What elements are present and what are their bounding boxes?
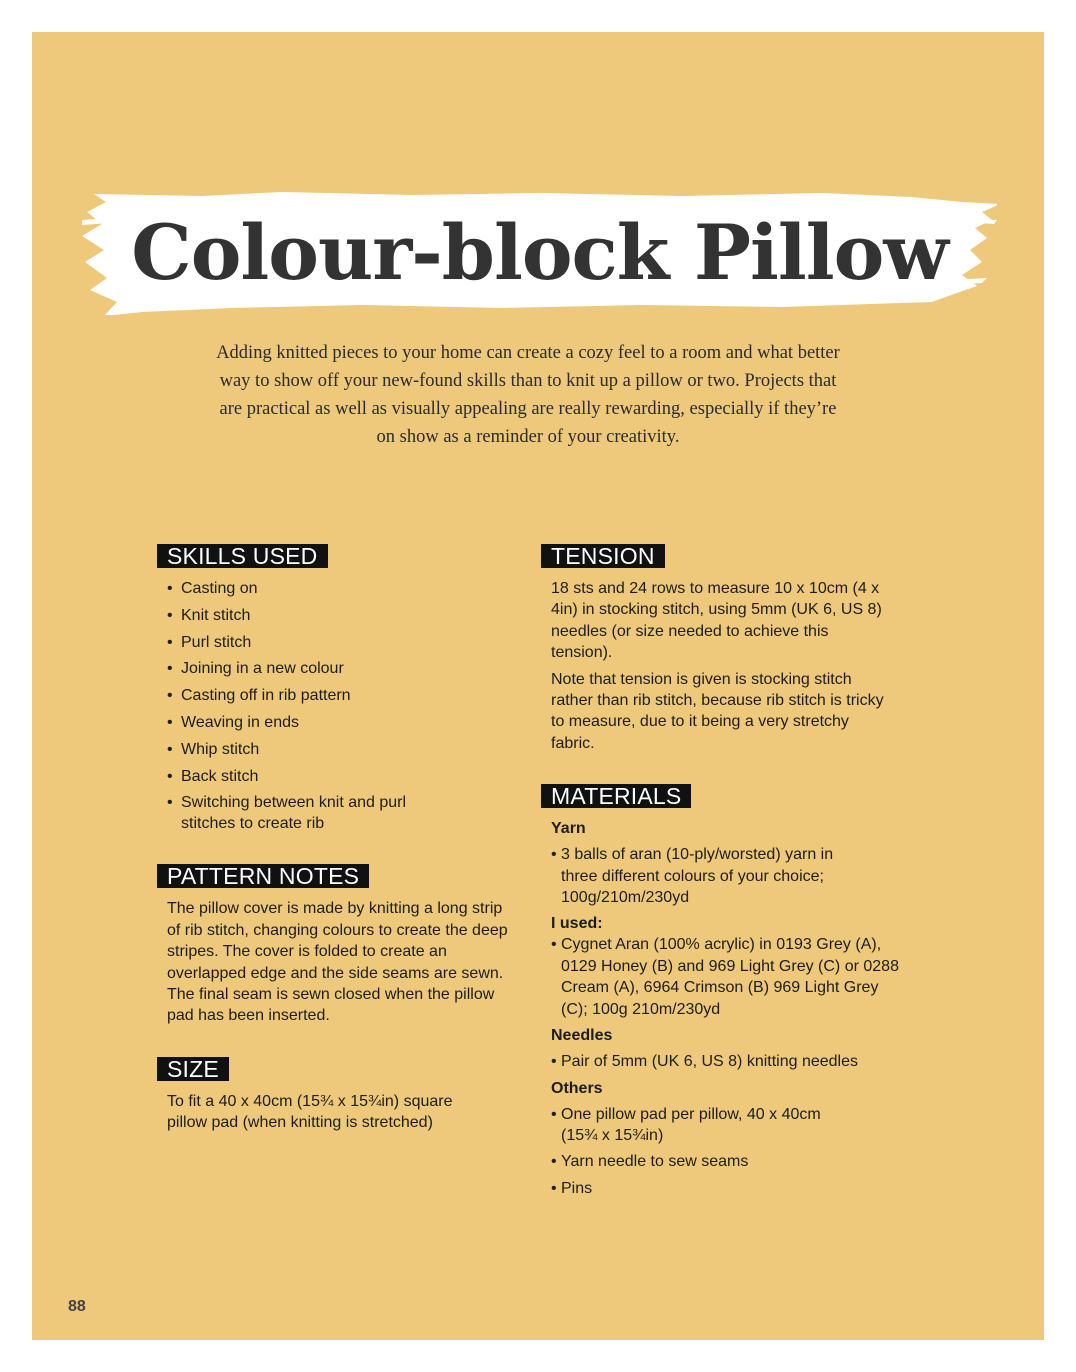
- yarn-label: Yarn: [551, 820, 586, 838]
- page-number: 88: [68, 1298, 86, 1315]
- others-item: • Pins: [551, 1178, 901, 1199]
- others-item: • Yarn needle to sew seams: [551, 1151, 901, 1172]
- skills-list: [157, 578, 517, 834]
- size-text: To fit a 40 x 40cm (15¾ x 15¾in) square pillow pad (when knitting is stretched): [167, 1092, 453, 1132]
- skill-item: • Knit stitch: [167, 605, 517, 626]
- needles-label: Needles: [551, 1027, 613, 1045]
- intro-paragraph: Adding knitted pieces to your home can create a cozy feel to a room and what better way to show off your new-found skills than to knit up a pillow or two. Projects that are practical as well as visually appealing are really rewarding, especially if they’re on show as a reminder of your creativity.: [216, 343, 840, 447]
- size-heading: SIZE: [157, 1057, 229, 1081]
- skill-item: • Weaving in ends: [167, 712, 517, 733]
- skills-heading: SKILLS USED: [157, 544, 328, 568]
- materials-section: [541, 784, 901, 1199]
- pattern-notes-heading: PATTERN NOTES: [157, 864, 369, 888]
- pattern-notes-section: [157, 864, 517, 1026]
- tension-note: Note that tension is given is stocking stitch rather than rib stitch, because rib stitch is tricky to measure, due to it being a very stretchy fabric.: [551, 670, 884, 752]
- skill-item: • Casting off in rib pattern: [167, 685, 517, 706]
- skill-item: • Back stitch: [167, 766, 517, 787]
- tension-section: [541, 544, 901, 754]
- yarn-list: [541, 844, 901, 908]
- used-label: I used:: [551, 915, 603, 933]
- materials-heading: MATERIALS: [541, 784, 691, 808]
- used-list: [541, 934, 901, 1020]
- right-column: [541, 544, 901, 1229]
- title-banner: [82, 190, 997, 315]
- used-item: • Cygnet Aran (100% acrylic) in 0193 Grey (A), 0129 Honey (B) and 969 Light Grey (C) or 0288 Cream (A), 6964 Crimson (B) 969 Light Grey (C); 100g 210m/230yd: [551, 934, 901, 1020]
- needles-list: [541, 1051, 901, 1072]
- skill-item: • Purl stitch: [167, 632, 517, 653]
- page: [32, 32, 1044, 1340]
- yarn-item: • 3 balls of aran (10-ply/worsted) yarn in three different colours of your choice; 100g/210m/230yd: [551, 844, 861, 908]
- skills-section: [157, 544, 517, 834]
- tension-heading: TENSION: [541, 544, 665, 568]
- skill-item: • Whip stitch: [167, 739, 517, 760]
- page-title: Colour-block Pillow: [131, 208, 948, 297]
- others-label: Others: [551, 1079, 603, 1097]
- others-item: • One pillow pad per pillow, 40 x 40cm (15¾ x 15¾in): [551, 1104, 861, 1147]
- needles-item: • Pair of 5mm (UK 6, US 8) knitting needles: [551, 1051, 901, 1072]
- size-section: [157, 1057, 517, 1134]
- tension-text: 18 sts and 24 rows to measure 10 x 10cm (4 x 4in) in stocking stitch, using 5mm (UK 6, US 8) needles (or size needed to achieve this tension).: [551, 580, 882, 662]
- others-list: [541, 1104, 901, 1200]
- skill-item: • Joining in a new colour: [167, 658, 517, 679]
- left-column: [157, 544, 517, 1164]
- skill-item: • Switching between knit and purl stitches to create rib: [167, 792, 409, 834]
- skill-item: • Casting on: [167, 578, 517, 599]
- pattern-notes-text: The pillow cover is made by knitting a long strip of rib stitch, changing colours to create the deep stripes. The cover is folded to create an overlapped edge and the side seams are sewn. The final seam is sewn closed when the pillow pad has been inserted.: [167, 900, 508, 1025]
